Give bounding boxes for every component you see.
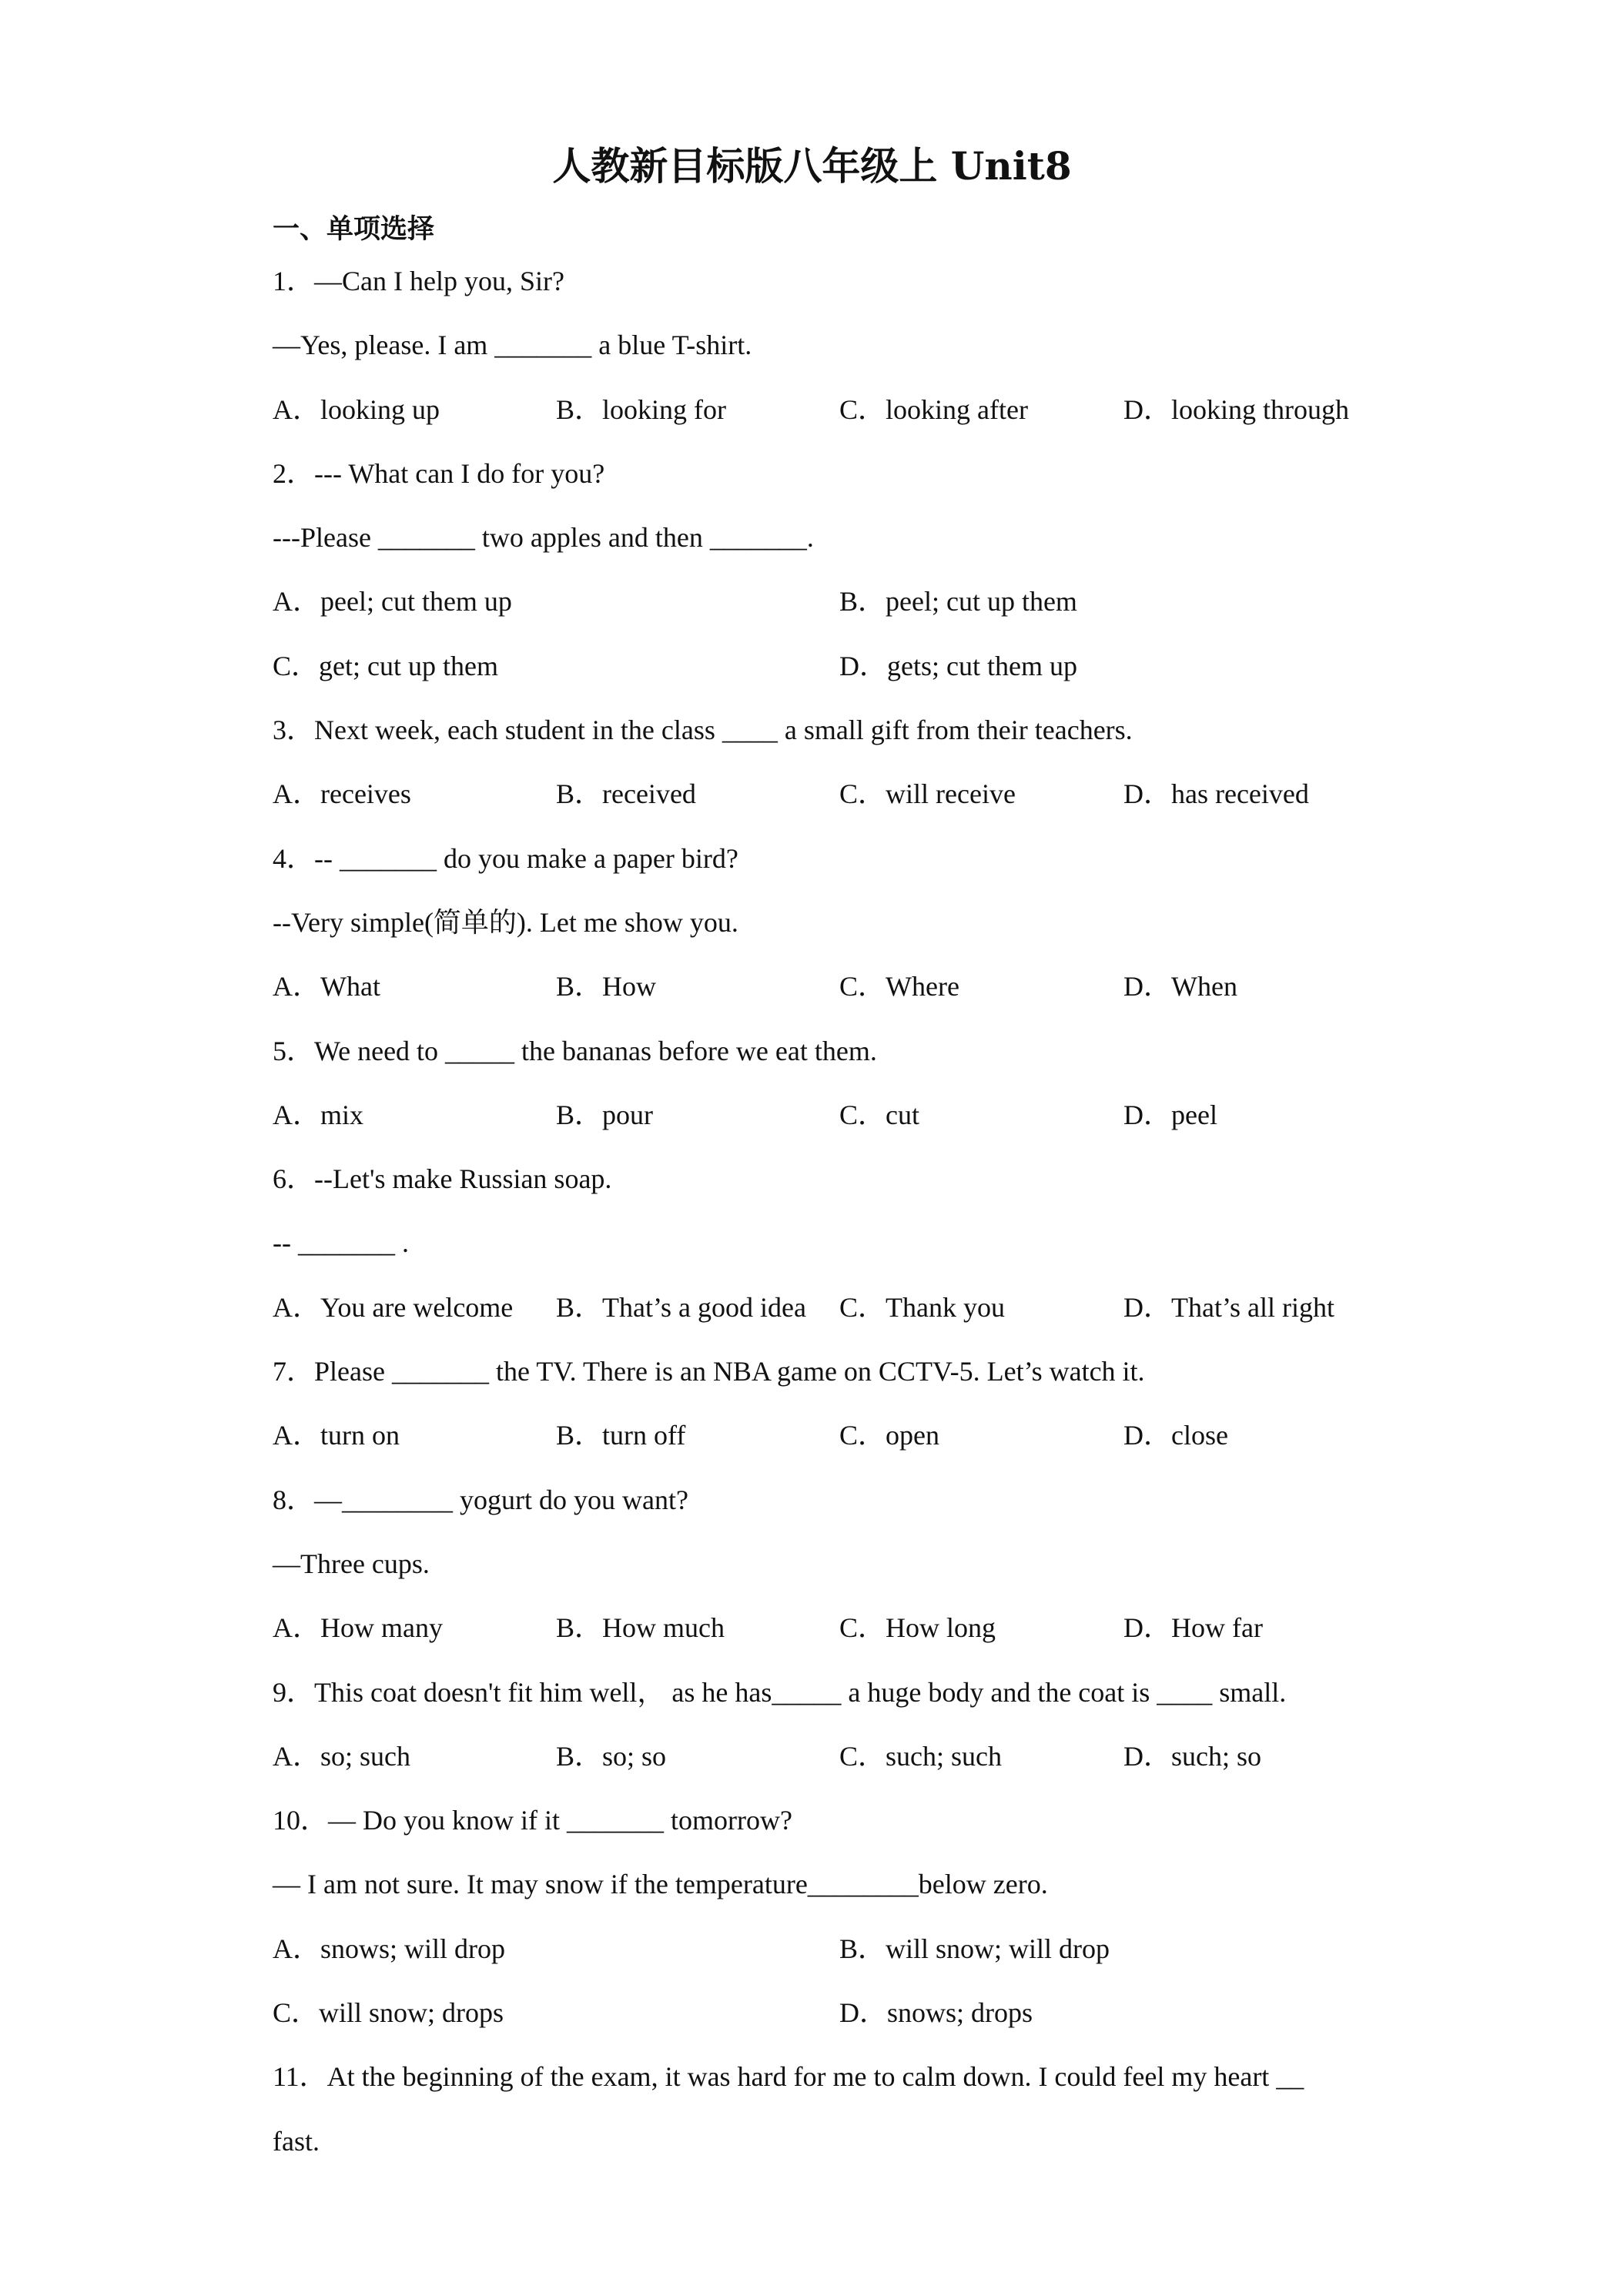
option-a[interactable]: A．mix	[273, 1099, 364, 1130]
question-line	[273, 516, 1366, 580]
option-a[interactable]: A．What	[273, 971, 380, 1002]
question-number: 5．	[273, 1035, 315, 1066]
question-stem	[273, 452, 1366, 516]
option-a[interactable]: A．peel; cut them up	[273, 586, 512, 618]
question-3	[273, 708, 1366, 837]
question-line	[273, 323, 1366, 387]
question-text: At the beginning of the exam, it was hard for me to calm down. I could feel my heart __	[326, 2061, 1304, 2093]
option-a[interactable]: A．looking up	[273, 393, 440, 425]
options-row	[273, 1735, 1366, 1799]
option-d[interactable]: D．has received	[1123, 778, 1309, 810]
options-row	[273, 1606, 1366, 1670]
option-a[interactable]: A．How many	[273, 1612, 443, 1644]
question-text: -- _______ .	[273, 1227, 409, 1259]
option-b[interactable]: B．turn off	[556, 1420, 686, 1451]
option-d[interactable]: D．When	[1123, 971, 1237, 1002]
option-c[interactable]: C．cut	[839, 1099, 919, 1130]
option-d[interactable]: D．close	[1123, 1420, 1228, 1451]
option-d[interactable]: D．peel	[1123, 1099, 1217, 1130]
question-4	[273, 837, 1366, 1029]
question-stem	[273, 1029, 1366, 1093]
question-line	[273, 1542, 1366, 1606]
question-number: 7．	[273, 1356, 315, 1387]
options-row	[273, 1991, 1366, 2055]
question-text: —Can I help you, Sir?	[314, 266, 564, 296]
section-heading: 一、单项选择	[273, 214, 435, 245]
option-c[interactable]: C．Thank you	[839, 1291, 1005, 1323]
option-d[interactable]: D．such; so	[1123, 1740, 1261, 1772]
question-stem	[273, 1478, 1366, 1542]
question-1	[273, 259, 1366, 452]
options-row	[273, 1093, 1366, 1157]
option-b[interactable]: B．How much	[556, 1612, 725, 1644]
option-d[interactable]: D．looking through	[1123, 393, 1349, 425]
option-c[interactable]: C．open	[839, 1420, 939, 1451]
question-text: ---Please _______ two apples and then _______.	[273, 522, 814, 554]
question-stem	[273, 1799, 1366, 1863]
option-a[interactable]: A．so; such	[273, 1740, 410, 1772]
option-c[interactable]: C．How long	[839, 1612, 996, 1644]
question-9	[273, 1671, 1366, 1799]
question-line	[273, 1221, 1366, 1285]
option-b[interactable]: B．peel; cut up them	[839, 586, 1077, 618]
options-row	[273, 644, 1366, 708]
option-c[interactable]: C．will receive	[839, 778, 1016, 810]
options-row	[273, 1286, 1366, 1350]
option-d[interactable]: D．How far	[1123, 1612, 1263, 1644]
option-b[interactable]: B．pour	[556, 1099, 654, 1130]
option-b[interactable]: B．looking for	[556, 393, 726, 425]
question-text: fast.	[273, 2125, 320, 2157]
question-text: —Three cups.	[273, 1548, 430, 1579]
option-a[interactable]: A．turn on	[273, 1420, 400, 1451]
question-stem	[273, 259, 1366, 323]
option-d[interactable]: D．That’s all right	[1123, 1291, 1334, 1323]
options-row	[273, 1414, 1366, 1478]
question-stem	[273, 1350, 1366, 1414]
question-text: --Very simple(简单的). Let me show you.	[273, 906, 738, 938]
question-2	[273, 452, 1366, 708]
question-number: 9．	[273, 1676, 315, 1708]
question-number: 11．	[273, 2061, 327, 2093]
question-text: —________ yogurt do you want?	[314, 1484, 688, 1515]
options-row	[273, 965, 1366, 1029]
option-c[interactable]: C．looking after	[839, 393, 1028, 425]
options-row	[273, 772, 1366, 836]
question-list	[273, 259, 1366, 2184]
question-text: --- What can I do for you?	[314, 457, 605, 489]
question-number: 1．	[273, 266, 315, 296]
question-text: — Do you know if it _______ tomorrow?	[328, 1805, 792, 1836]
option-d[interactable]: D．snows; drops	[839, 1997, 1033, 2029]
option-a[interactable]: A．You are welcome	[273, 1291, 514, 1323]
option-b[interactable]: B．received	[556, 778, 696, 810]
options-row	[273, 1927, 1366, 1991]
question-number: 4．	[273, 842, 315, 874]
question-number: 3．	[273, 715, 315, 746]
option-a[interactable]: A．snows; will drop	[273, 1933, 506, 1964]
question-text: --Let's make Russian soap.	[314, 1163, 612, 1195]
option-b[interactable]: B．That’s a good idea	[556, 1291, 806, 1323]
page-title: 人教新目标版八年级上 Unit8	[552, 143, 1072, 189]
option-b[interactable]: B．so; so	[556, 1740, 667, 1772]
question-text: Next week, each student in the class ____ a small gift from their teachers.	[314, 715, 1133, 746]
question-11	[273, 2055, 1366, 2184]
option-c[interactable]: C．will snow; drops	[273, 1997, 504, 2029]
option-b[interactable]: B．How	[556, 971, 657, 1002]
question-number: 10．	[273, 1805, 329, 1836]
question-stem	[273, 708, 1366, 772]
question-5	[273, 1029, 1366, 1158]
question-number: 2．	[273, 457, 315, 489]
question-line	[273, 1863, 1366, 1926]
question-line	[273, 901, 1366, 965]
option-a[interactable]: A．receives	[273, 778, 411, 810]
question-text: -- _______ do you make a paper bird?	[314, 842, 738, 874]
option-c[interactable]: C．get; cut up them	[273, 650, 498, 681]
question-stem	[273, 837, 1366, 901]
question-8	[273, 1478, 1366, 1671]
option-b[interactable]: B．will snow; will drop	[839, 1933, 1110, 1964]
question-6	[273, 1157, 1366, 1350]
option-d[interactable]: D．gets; cut them up	[839, 650, 1077, 681]
question-number: 6．	[273, 1163, 315, 1195]
question-7	[273, 1350, 1366, 1478]
question-stem	[273, 1157, 1366, 1221]
question-text: —Yes, please. I am _______ a blue T-shirt.	[273, 330, 752, 361]
question-line	[273, 2120, 1366, 2184]
option-c[interactable]: C．Where	[839, 971, 959, 1002]
question-text: Please _______ the TV. There is an NBA game on CCTV-5. Let’s watch it.	[314, 1356, 1145, 1387]
options-row	[273, 388, 1366, 452]
options-row	[273, 580, 1366, 644]
question-stem	[273, 1671, 1366, 1735]
question-text: This coat doesn't fit him well， as he has_____ a huge body and the coat is ____ small.	[314, 1676, 1287, 1708]
question-10	[273, 1799, 1366, 2055]
question-text: — I am not sure. It may snow if the temperature________below zero.	[273, 1869, 1048, 1900]
option-c[interactable]: C．such; such	[839, 1740, 1002, 1772]
question-text: We need to _____ the bananas before we eat them.	[314, 1035, 877, 1066]
question-stem	[273, 2055, 1366, 2119]
question-number: 8．	[273, 1484, 315, 1515]
